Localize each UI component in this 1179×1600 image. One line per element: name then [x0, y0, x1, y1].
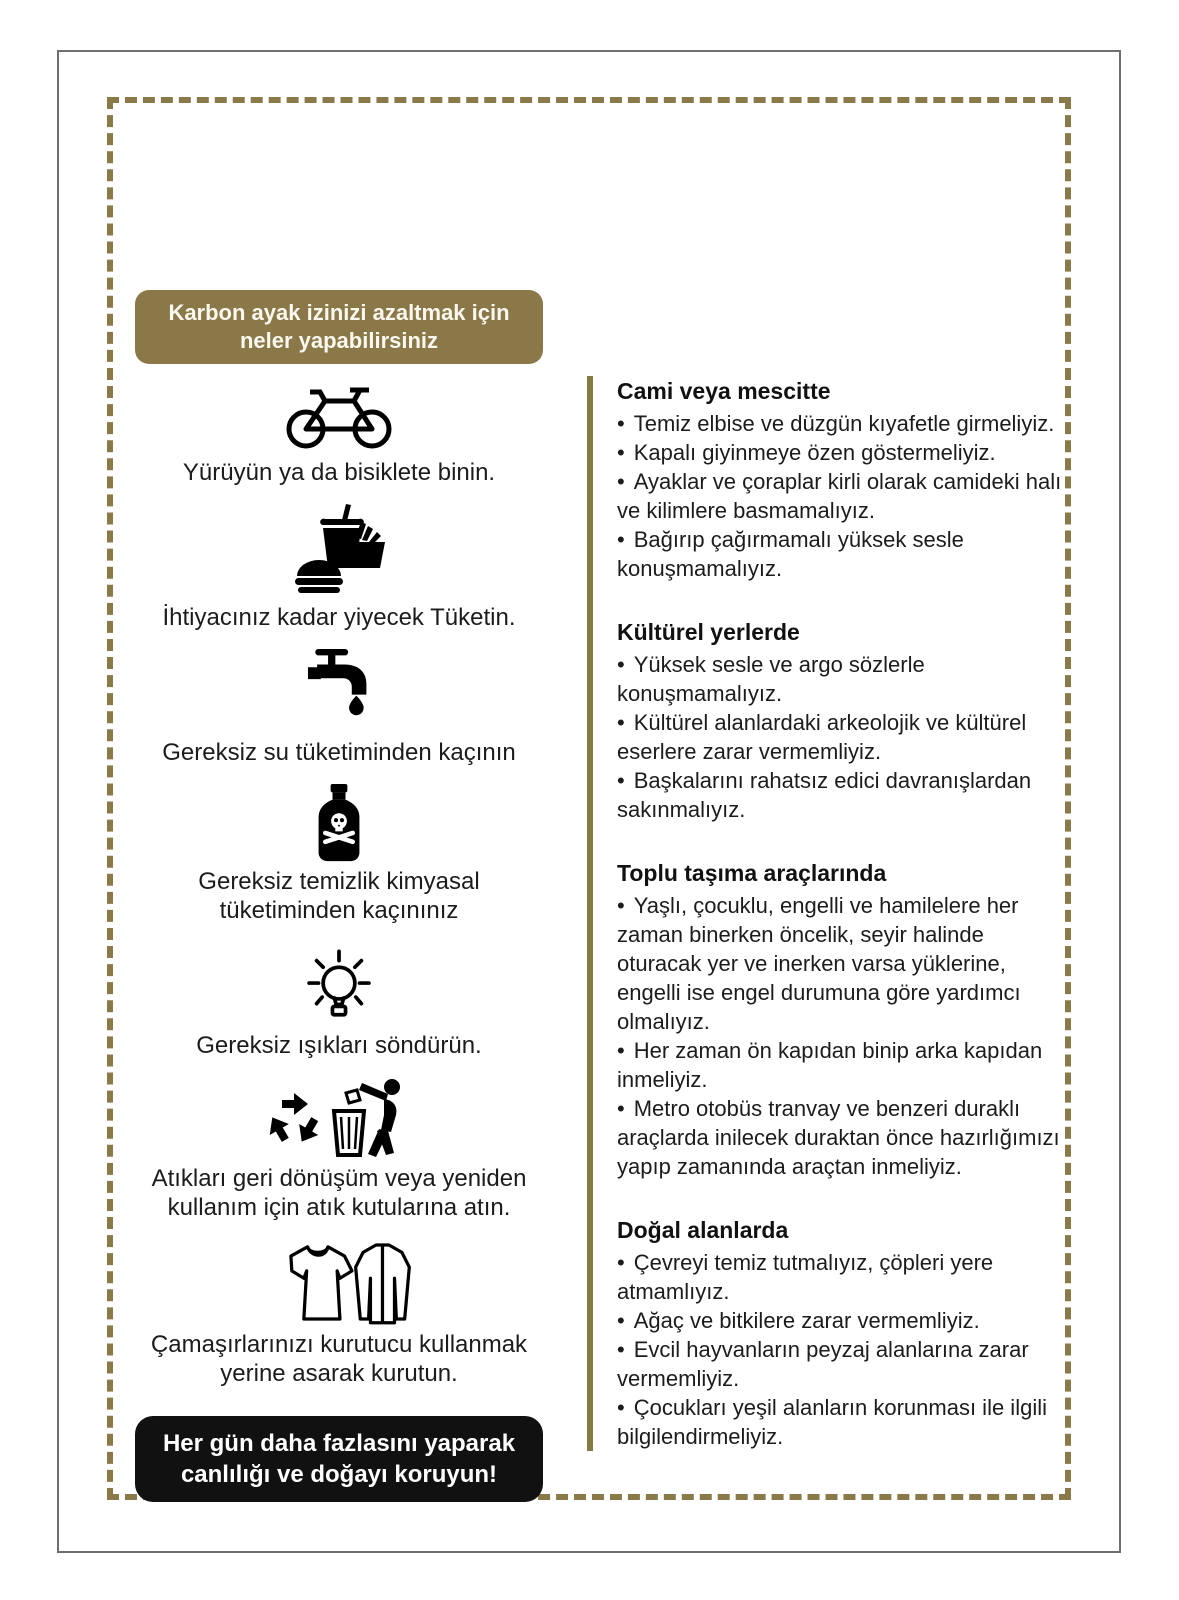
light-bulb-icon: [296, 942, 382, 1026]
bullet-item: • Yüksek sesle ve argo sözlerle konuşmamalıyız.: [617, 652, 925, 706]
tip-label: Gereksiz ışıkları söndürün.: [196, 1032, 482, 1059]
tip-item-chemicals: [135, 784, 543, 925]
bullet-item: • Her zaman ön kapıdan binip arka kapıdan inmeliyiz.: [617, 1038, 1043, 1092]
bullet-item: • Bağırıp çağırmamalı yüksek sesle konuşmamalıyız.: [617, 527, 964, 581]
tip-item-food: [135, 504, 543, 632]
tip-label: Gereksiz su tüketiminden kaçının: [162, 739, 516, 766]
section-heading: Cami veya mescitte: [617, 378, 831, 404]
tip-label: Çamaşırlarınızı kurutucu kullanmak yerine asarak kurutun.: [150, 1331, 528, 1387]
rules-text: [617, 376, 1063, 1451]
footer-line-2: canlılığı ve doğayı koruyun!: [180, 1461, 498, 1488]
bullet-item: • Metro otobüs tranvay ve benzeri duraklı araçlarda inilecek duraktan önce hazırlığımızı yapıp zamanında araçtan inmeliyiz.: [617, 1096, 1060, 1179]
recycle-trash-icon: [264, 1077, 414, 1159]
title-box: [135, 290, 543, 364]
tip-label: Yürüyün ya da bisiklete binin.: [182, 459, 496, 486]
bullet-item: • Başkalarını rahatsız edici davranışlardan sakınmalıyız.: [617, 768, 1032, 822]
bicycle-icon: [281, 381, 397, 453]
fast-food-icon: [289, 504, 389, 598]
bullet-item: • Yaşlı, çocuklu, engelli ve hamilelere her zaman binerken öncelik, seyir halinde oturacak yer ve inerken varsa yüklerine, engelli ise engel durumuna göre yardımcı olmalıyız.: [617, 893, 1021, 1034]
section-kulturel-yerlerde: [617, 617, 1063, 824]
tip-item-laundry: [135, 1239, 543, 1388]
bullet-item: • Kültürel alanlardaki arkeolojik ve kültürel eserlere zarar vermemliyiz.: [617, 710, 1027, 764]
bullet-item: • Çocukları yeşil alanların korunması ile ilgili bilgilendirmeliyiz.: [617, 1395, 1047, 1449]
left-column: [135, 290, 543, 1502]
section-heading: Doğal alanlarda: [617, 1217, 789, 1243]
bullet-item: • Çevreyi temiz tutmalıyız, çöpleri yere atmamlıyız.: [617, 1250, 994, 1304]
right-column: [587, 376, 1063, 1451]
tip-label: Gereksiz temizlik kimyasal tüketiminden kaçınınız: [198, 868, 480, 924]
footer-line-1: Her gün daha fazlasını yaparak: [162, 1430, 516, 1457]
tip-item-walk-bike: [135, 381, 543, 487]
bullet-item: • Temiz elbise ve düzgün kıyafetle girmeliyiz.: [617, 411, 1055, 436]
tip-label: Atıkları geri dönüşüm veya yeniden kullanım için atık kutularına atın.: [151, 1165, 527, 1221]
section-cami-veya-mescitte: [617, 376, 1063, 583]
section-heading: Toplu taşıma araçlarında: [617, 860, 887, 886]
vertical-divider-bar: [587, 376, 593, 1451]
bullet-item: • Ağaç ve bitkilere zarar vermemliyiz.: [617, 1308, 980, 1333]
bullet-item: • Evcil hayvanların peyzaj alanlarına zarar vermemliyiz.: [617, 1337, 1029, 1391]
bullet-item: • Kapalı giyinmeye özen göstermeliyiz.: [617, 440, 996, 465]
tip-item-water: [135, 649, 543, 767]
section-dogal-alanlarda: [617, 1215, 1063, 1451]
poison-bottle-icon: [310, 784, 368, 862]
tip-item-lights: [135, 942, 543, 1060]
tip-item-recycle: [135, 1077, 543, 1222]
title-line-2: neler yapabilirsiniz: [239, 328, 439, 353]
clothes-drying-icon: [265, 1239, 413, 1325]
section-heading: Kültürel yerlerde: [617, 619, 800, 645]
bullet-item: • Ayaklar ve çoraplar kirli olarak camideki halı ve kilimlere basmamalıyız.: [617, 469, 1062, 523]
section-toplu-tasima: [617, 858, 1063, 1181]
title-line-1: Karbon ayak izinizi azaltmak için: [168, 300, 510, 325]
water-faucet-icon: [300, 649, 378, 733]
tip-label: İhtiyacınız kadar yiyecek Tüketin.: [162, 604, 516, 631]
footer-box: [135, 1416, 543, 1502]
